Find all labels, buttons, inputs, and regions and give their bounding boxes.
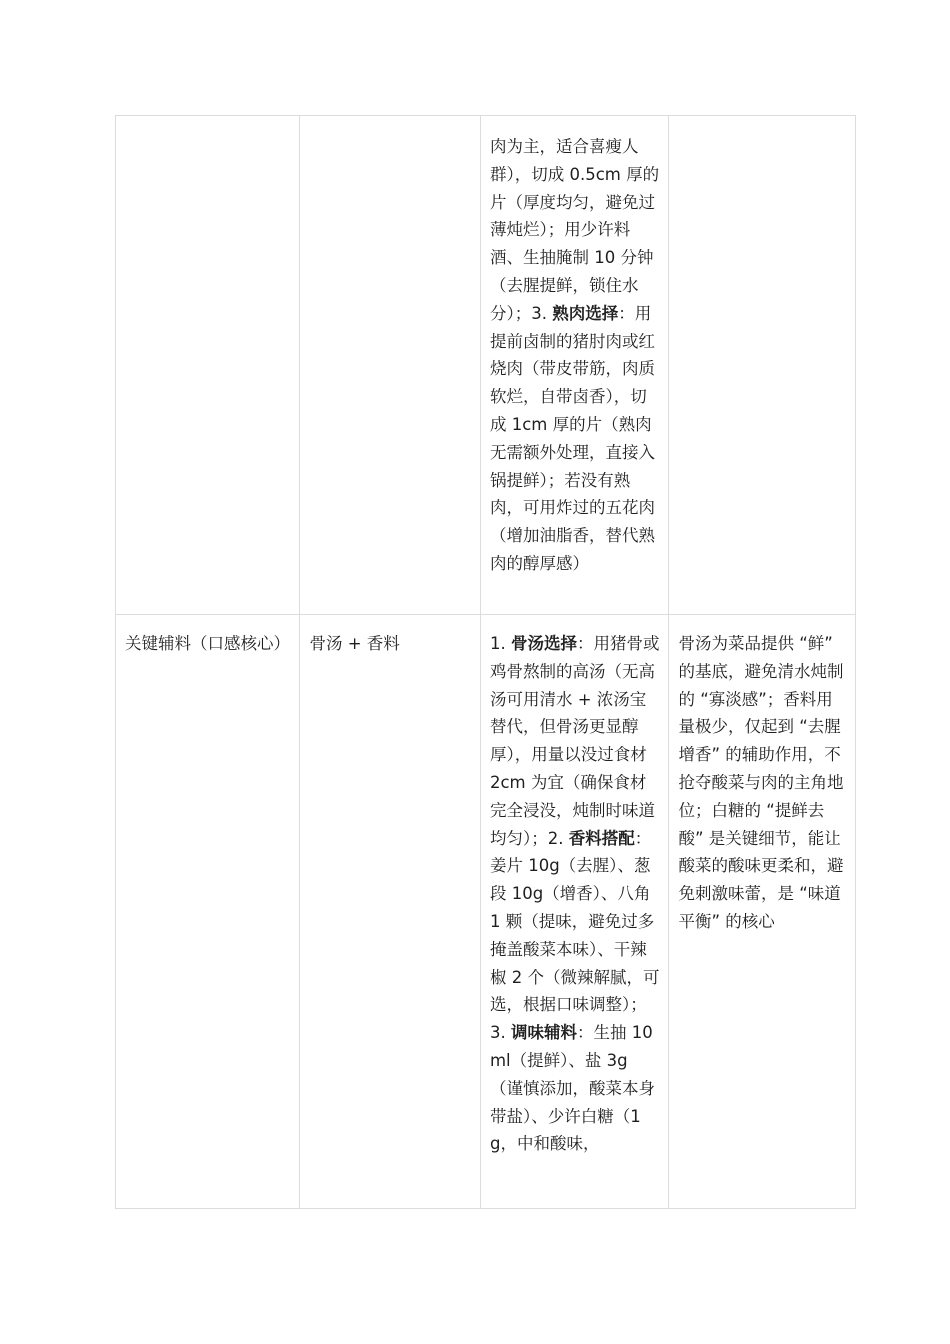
ingredient-cell: 骨汤 + 香料 <box>300 615 480 1209</box>
text-segment: 肉为主，适合喜瘦人群），切成 0.5cm 厚的片（厚度均匀，避免过薄炖烂）；用少许料酒、生抽腌制 10 分钟（去腥提鲜，锁住水分）；3. <box>489 137 660 323</box>
text-segment: ：用提前卤制的猪肘肉或红烧肉（带皮带筋，肉质软烂，自带卤香），切成 1cm 厚的片（熟肉无需额外处理，直接入锅提鲜）；若没有熟肉，可用炸过的五花肉（增加油脂香，替代熟肉的醇厚感） <box>489 303 655 573</box>
table-cell-details <box>480 116 669 615</box>
bold-label: 香料搭配 <box>568 828 635 848</box>
text-segment: ：用猪骨或鸡骨熬制的高汤（无高汤可用清水 + 浓汤宝替代，但骨汤更显醇厚），用量以没过食材 2cm 为宜（确保食材完全浸没，炖制时味道均匀）；2. <box>489 634 660 848</box>
text-segment: ：姜片 10g（去腥）、葱段 10g（增香）、八角 1 颗（提味，避免过多掩盖酸菜本味）、干辣椒 2 个（微辣解腻，可选，根据口味调整）；3. <box>489 828 660 1043</box>
ingredient-table <box>115 115 856 1209</box>
table-cell <box>300 116 480 615</box>
table-row <box>116 116 856 615</box>
bold-label: 骨汤选择 <box>510 634 577 653</box>
table-cell-details <box>480 615 669 1209</box>
text-segment: 1. <box>489 634 511 653</box>
explanation-cell: 骨汤为菜品提供 “鲜” 的基底，避免清水炖制的 “寡淡感”；香料用量极少，仅起到 “去腥增香” 的辅助作用，不抢夺酸菜与肉的主角地位；白糖的 “提鲜去酸” 是关键细节，能让酸菜的酸味更柔和，避免刺激味蕾，是 “味道平衡” 的核心 <box>669 615 856 1209</box>
bold-label: 熟肉选择 <box>552 303 619 323</box>
text-segment: ：生抽 10ml（提鲜）、盐 3g（谨慎添加，酸菜本身带盐）、少许白糖（1g，中和酸味， <box>489 1023 655 1154</box>
category-cell: 关键辅料（口感核心） <box>116 615 300 1209</box>
table-row <box>116 615 856 1209</box>
table-cell <box>669 116 856 615</box>
bold-label: 调味辅料 <box>510 1023 577 1043</box>
table-cell <box>116 116 300 615</box>
